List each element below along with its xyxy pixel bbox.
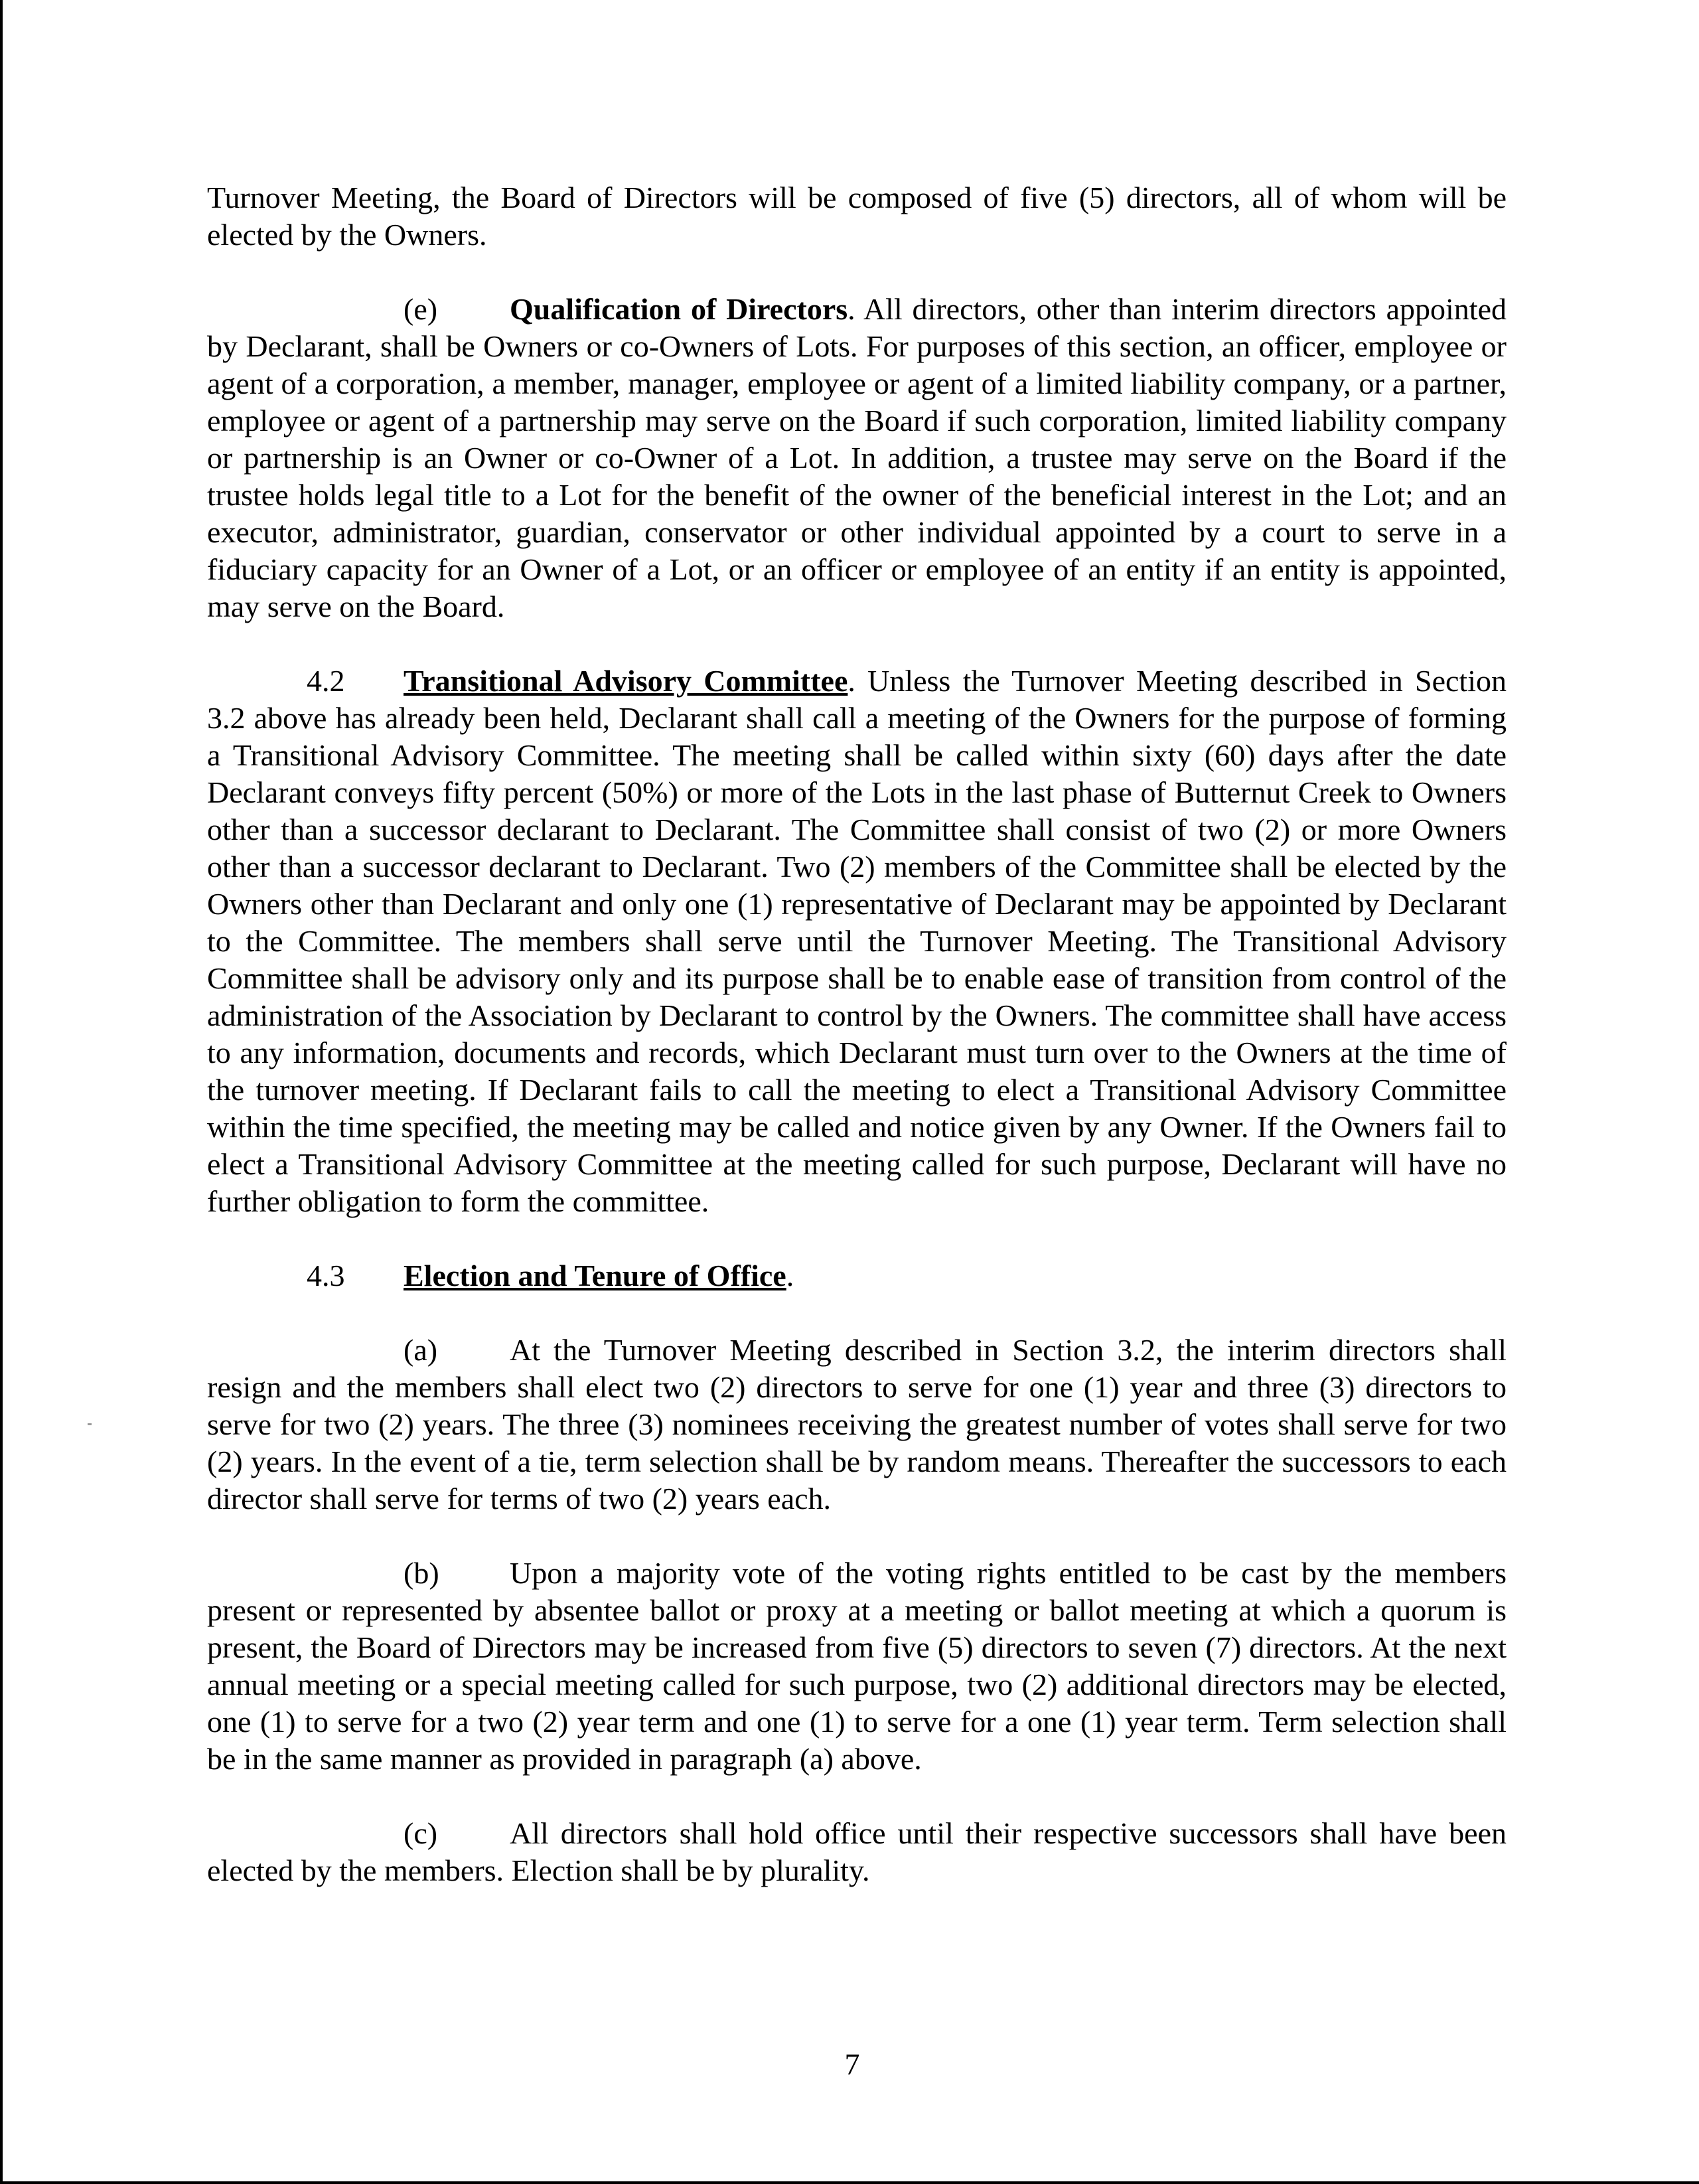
paragraph-heading: Qualification of Directors (510, 292, 848, 326)
document-body (207, 179, 1507, 1889)
paragraph-number: (a) (404, 1333, 438, 1367)
paragraph-text: At the Turnover Meeting described in Section 3.2, the interim directors shall resign and the members shall elect two (2) directors to serve for one (1) year and three (3) directors to serve for two (2) years. The three (3) nominees receiving the greatest number of votes shall serve for two (2) years. In the event of a tie, term selection shall be by random means. Thereafter the successors to each director shall serve for terms of two (2) years each. (207, 1333, 1507, 1516)
paragraph-text: All directors shall hold office until their respective successors shall have been elected by the members. Election shall be by plurality. (207, 1816, 1507, 1887)
paragraph-number: (b) (404, 1556, 439, 1590)
section-heading: Transitional Advisory Committee (404, 664, 848, 698)
paragraph-e-qualification-of-directors (207, 291, 1507, 625)
paragraph-c (207, 1815, 1507, 1889)
section-4-3-election-and-tenure (207, 1257, 1507, 1294)
margin-mark (88, 1423, 92, 1425)
paragraph-a (207, 1332, 1507, 1518)
section-number: 4.2 (307, 664, 345, 698)
section-text: . Unless the Turnover Meeting described in Section 3.2 above has already been held, Declarant shall call a meeting of the Owners for the purpose of forming a Transitional Advisory Committee. The meeting shall be called within sixty (60) days after the date Declarant conveys fifty percent (50%) or more of the Lots in the last phase of Butternut Creek to Owners other than a successor declarant to Declarant. The Committee shall consist of two (2) or more Owners other than a successor declarant to Declarant. Two (2) members of the Committee shall be elected by the Owners other than Declarant and only one (1) representative of Declarant may be appointed by Declarant to the Committee. The members shall serve until the Turnover Meeting. The Transitional Advisory Committee shall be advisory only and its purpose shall be to enable ease of transition from control of the administration of the Association by Declarant to control by the Owners. The committee shall have access to any information, documents and records, which Declarant must turn over to the Owners at the time of the turnover meeting. If Declarant fails to call the meeting to elect a Transitional Advisory Committee within the time specified, the meeting may be called and notice given by any Owner. If the Owners fail to elect a Transitional Advisory Committee at the meeting called for such purpose, Declarant will have no further obligation to form the committee. (207, 664, 1507, 1218)
paragraph-continuation: Turnover Meeting, the Board of Directors will be composed of five (5) directors, all of whom will be elected by the Owners. (207, 181, 1507, 252)
paragraph-text: Upon a majority vote of the voting rights entitled to be cast by the members present or represented by absentee ballot or proxy at a meeting or ballot meeting at which a quorum is present, the Board of Directors may be increased from five (5) directors to seven (7) directors. At the next annual meeting or a special meeting called for such purpose, two (2) additional directors may be elected, one (1) to serve for a two (2) year term and one (1) to serve for a one (1) year term. Term selection shall be in the same manner as provided in paragraph (a) above. (207, 1556, 1507, 1776)
paragraph-number: (e) (404, 292, 438, 326)
section-4-2-transitional-advisory-committee (207, 663, 1507, 1220)
paragraph-number: (c) (404, 1816, 438, 1850)
section-heading: Election and Tenure of Office (404, 1259, 786, 1292)
section-number: 4.3 (307, 1259, 345, 1292)
paragraph-text: . All directors, other than interim directors appointed by Declarant, shall be Owners or co-Owners of Lots. For purposes of this section, an officer, employee or agent of a corporation, a member, manager, employee or agent of a limited liability company, or a partner, employee or agent of a partnership may serve on the Board if such corporation, limited liability company or partnership is an Owner or co-Owner of a Lot. In addition, a trustee may serve on the Board if the trustee holds legal title to a Lot for the benefit of the owner of the beneficial interest in the Lot; and an executor, administrator, guardian, conservator or other individual appointed by a court to serve in a fiduciary capacity for an Owner of a Lot, or an officer or employee of an entity if an entity is appointed, may serve on the Board. (207, 292, 1507, 623)
section-text: . (786, 1259, 794, 1292)
paragraph-b (207, 1555, 1507, 1778)
page-number: 7 (844, 2047, 860, 2081)
